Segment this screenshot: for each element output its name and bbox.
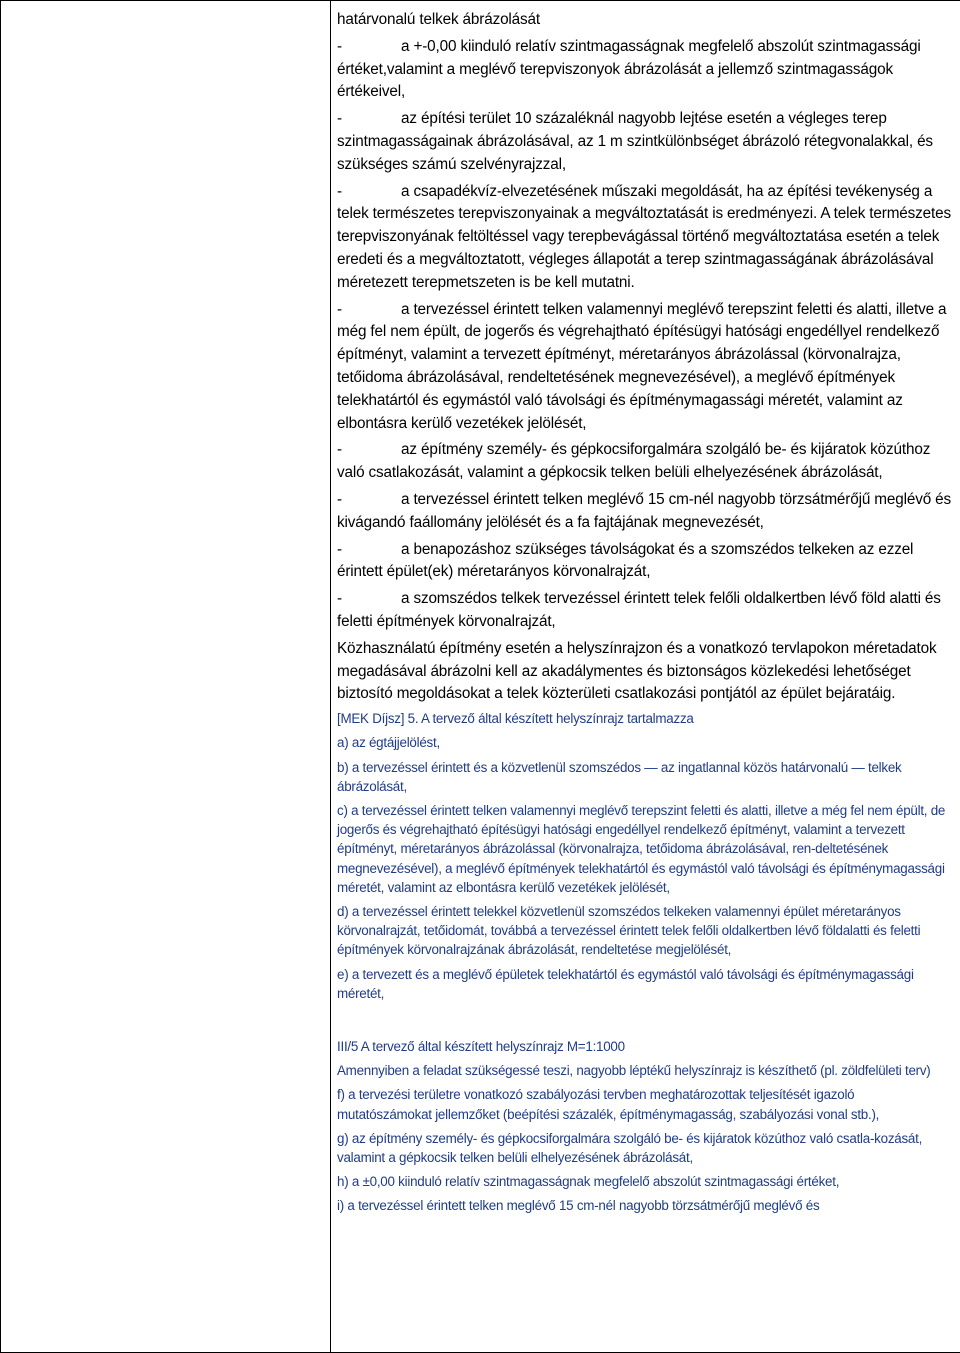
paragraph-text: Közhasználatú építmény esetén a helyszínrajzon és a vonatkozó tervlapokon méretadatok megadásával ábrázolni kell az akadálymentes és biztonságos közlekedési lehetőséget biztosító megoldásokat a telek közterületi csatlakozási pontjától az épület bejáratáig. [337, 639, 937, 703]
clause-paragraph: i) a tervezéssel érintett telken meglévő 15 cm-nél nagyobb törzsátmérőjű meglévő és [337, 1198, 820, 1214]
clause-paragraph: III/5 A tervező által készített helyszínrajz M=1:1000 [337, 1038, 625, 1054]
clause-paragraph: a) az égtájjelölést, [337, 735, 440, 751]
list-dash: - [337, 490, 342, 508]
clause-paragraph: e) a tervezett és a meglévő épületek telekhatártól és egymástól való távolsági és építménymagassági méretét, [337, 966, 914, 1001]
list-item [337, 181, 952, 295]
list-item [337, 588, 952, 634]
list-dash: - [337, 110, 342, 128]
list-dash: - [337, 37, 342, 55]
paragraph [337, 9, 952, 32]
clause-paragraph: Amennyiben a feladat szükségessé teszi, nagyobb léptékű helyszínrajz is készíthető (pl. zöldfelületi terv) [337, 1063, 931, 1079]
fee-schedule-text [337, 709, 952, 1215]
clause-paragraph: g) az építmény személy- és gépkocsiforgalmára szolgáló be- és kijáratok közúthoz való csatla-kozását, valamint a gépkocsik telken belüli elhelyezésének ábrázolását, [337, 1130, 923, 1165]
paragraph-text: az építmény személy- és gépkocsiforgalmára szolgáló be- és kijáratok közúthoz való csatlakozását, valamint a gépkocsik telken belüli elhelyezésének ábrázolását, [337, 441, 931, 482]
list-item [337, 108, 952, 176]
paragraph-text: a tervezéssel érintett telken valamennyi meglévő terepszint feletti és alatti, illetve a még fel nem épült, de jogerős és végrehajtható építésügyi hatósági engedéllyel rendelkező építményt, valamint a tervezett építményt, méretarányos ábrázolással (körvonalrajza, tetőidoma ábrázolásával, rendeltetésének megnevezésével), a meglévő építmények telekhatártól és egymástól való távolsági és építménymagassági méretét, valamint az elbontásra kerülő vezetékek jelölését, [337, 300, 947, 432]
clause-paragraph: c) a tervezéssel érintett telken valamennyi meglévő terepszint feletti és alatti, illetve a még fel nem épült, de jogerős és végrehajtható építésügyi hatósági engedéllyel rendelkező építményt, valamint a tervezett építményt, méretarányos ábrázolással (körvonalrajza, tetőidoma ábrázolásával, ren-deltetésének megnevezésével), a meglévő építmények telekhatártól és egymástól való távolsági és építménymagassági méretét, valamint az elbontásra kerülő vezetékek jelölését, [337, 802, 946, 895]
list-item [337, 489, 952, 535]
paragraph-text: határvonalú telkek ábrázolását [337, 11, 540, 28]
paragraph-text: a tervezéssel érintett telken meglévő 15 cm-nél nagyobb törzsátmérőjű meglévő és kivágandó faállomány jelölését és a fa fajtájának megnevezését, [337, 490, 952, 531]
list-dash: - [337, 182, 342, 200]
regulation-text [337, 9, 952, 706]
list-item [337, 439, 952, 485]
paragraph-text: a szomszédos telkek tervezéssel érintett telek felőli oldalkertben lévő föld alatti és feletti építmények körvonalrajzát, [337, 590, 941, 630]
clause-paragraph: f) a tervezési területre vonatkozó szabályozási tervben meghatározottak teljesítését igazoló mutatószámokat jellemzőket (beépítési százalék, építménymagasság, szabályozási vonal stb.), [337, 1087, 880, 1122]
paragraph-text: a benapozáshoz szükséges távolságokat és a szomszédos telkeken az ezzel érintett épület(ek) méretarányos körvonalrajzát, [337, 540, 914, 581]
paragraph [337, 638, 952, 706]
list-dash: - [337, 300, 342, 318]
left-column [0, 1, 331, 1352]
paragraph-text: a csapadékvíz-elvezetésének műszaki megoldását, ha az építési tevékenység a telek természetes terepviszonyainak a megváltoztatását is eredményezi. A telek természetes terepviszonyának feltöltéssel vagy terepbevágással történő megváltoztatása esetén a telek eredeti és a megváltoztatott, végleges állapotát a terep szintmagasságának ábrázolásával méretezett terepmetszeten is be kell mutatni. [337, 182, 951, 291]
list-item [337, 299, 952, 436]
clause-paragraph: [MEK Díjsz] 5. A tervező által készített helyszínrajz tartalmazza [337, 711, 694, 727]
document-content [337, 9, 952, 1216]
list-item [337, 539, 952, 585]
paragraph-text: az építési terület 10 százaléknál nagyobb lejtése esetén a végleges terep szintmagasságainak ábrázolásával, az 1 m szintkülönbséget ábrázoló rétegvonalakkal, és szükséges számú szelvényrajzzal, [337, 110, 933, 173]
list-dash: - [337, 590, 342, 608]
clause-paragraph: d) a tervezéssel érintett telekkel közvetlenül szomszédos telkeken valamennyi épület méretarányos körvonalrajzát, tetőidomát, továbbá a tervezéssel érintett telek felőli oldalkertben lévő földalatti és feletti építmények körvonalrajzának ábrázolását, rendeltetése megjelölését, [337, 903, 921, 958]
clause-paragraph: b) a tervezéssel érintett és a közvetlenül szomszédos — az ingatlannal közös határvonalú — telkek ábrázolását, [337, 759, 902, 794]
paragraph-text: a +-0,00 kiinduló relatív szintmagasságnak megfelelő abszolút szintmagassági értéket,valamint a meglévő terepviszonyok ábrázolását a jellemző szintmagasságok értékeivel, [337, 37, 921, 101]
list-dash: - [337, 441, 342, 459]
list-dash: - [337, 540, 342, 558]
list-item [337, 36, 952, 104]
clause-paragraph: h) a ±0,00 kiinduló relatív szintmagasságnak megfelelő abszolút szintmagassági értéket, [337, 1174, 840, 1190]
